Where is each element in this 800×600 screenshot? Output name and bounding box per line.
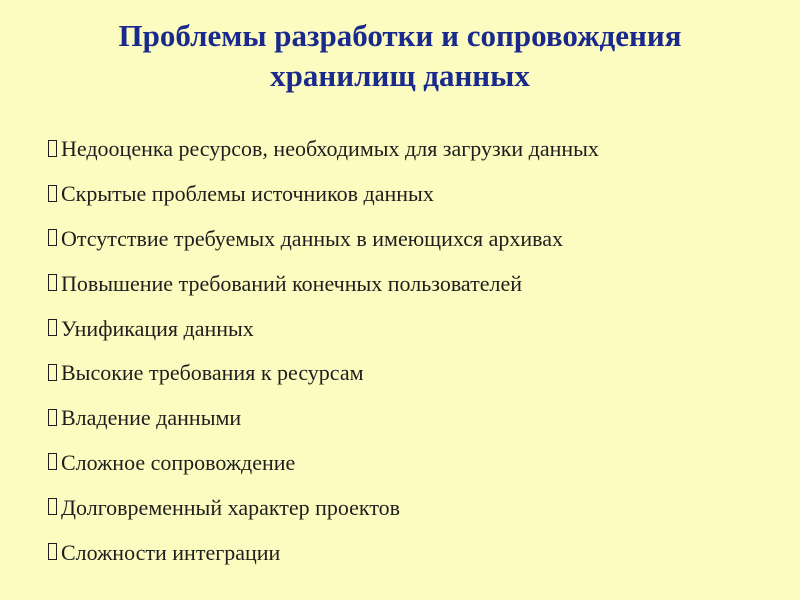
- slide-title-line-2: хранилищ данных: [270, 58, 530, 93]
- list-item: [48, 351, 599, 396]
- bullet-box-icon: [48, 140, 57, 157]
- list-item: [48, 217, 599, 262]
- list-item-text: Высокие требования к ресурсам: [61, 360, 364, 386]
- bullet-box-icon: [48, 498, 57, 515]
- bullet-box-icon: [48, 453, 57, 470]
- bullet-box-icon: [48, 274, 57, 291]
- list-item: [48, 396, 599, 441]
- bullet-list: [48, 127, 599, 575]
- bullet-box-icon: [48, 185, 57, 202]
- list-item-text: Недооценка ресурсов, необходимых для загрузки данных: [61, 136, 599, 162]
- list-item-text: Отсутствие требуемых данных в имеющихся архивах: [61, 225, 564, 251]
- list-item: [48, 485, 599, 530]
- bullet-box-icon: [48, 229, 57, 246]
- list-item-text: Сложности интеграции: [61, 539, 281, 565]
- list-item-text: Долговременный характер проектов: [61, 494, 401, 520]
- bullet-box-icon: [48, 364, 57, 381]
- list-item: [48, 127, 599, 172]
- slide-title: [40, 16, 760, 96]
- bullet-box-icon: [48, 543, 57, 560]
- list-item: [48, 306, 599, 351]
- list-item: [48, 530, 599, 575]
- bullet-box-icon: [48, 409, 57, 426]
- list-item: [48, 261, 599, 306]
- slide-title-line-1: Проблемы разработки и сопровождения: [118, 18, 682, 53]
- list-item-text: Унификация данных: [61, 315, 254, 341]
- list-item: [48, 172, 599, 217]
- list-item-text: Повышение требований конечных пользователей: [61, 270, 523, 296]
- list-item: [48, 441, 599, 486]
- bullet-box-icon: [48, 319, 57, 336]
- list-item-text: Сложное сопровождение: [61, 449, 296, 475]
- list-item-text: Скрытые проблемы источников данных: [61, 181, 434, 207]
- list-item-text: Владение данными: [61, 405, 242, 431]
